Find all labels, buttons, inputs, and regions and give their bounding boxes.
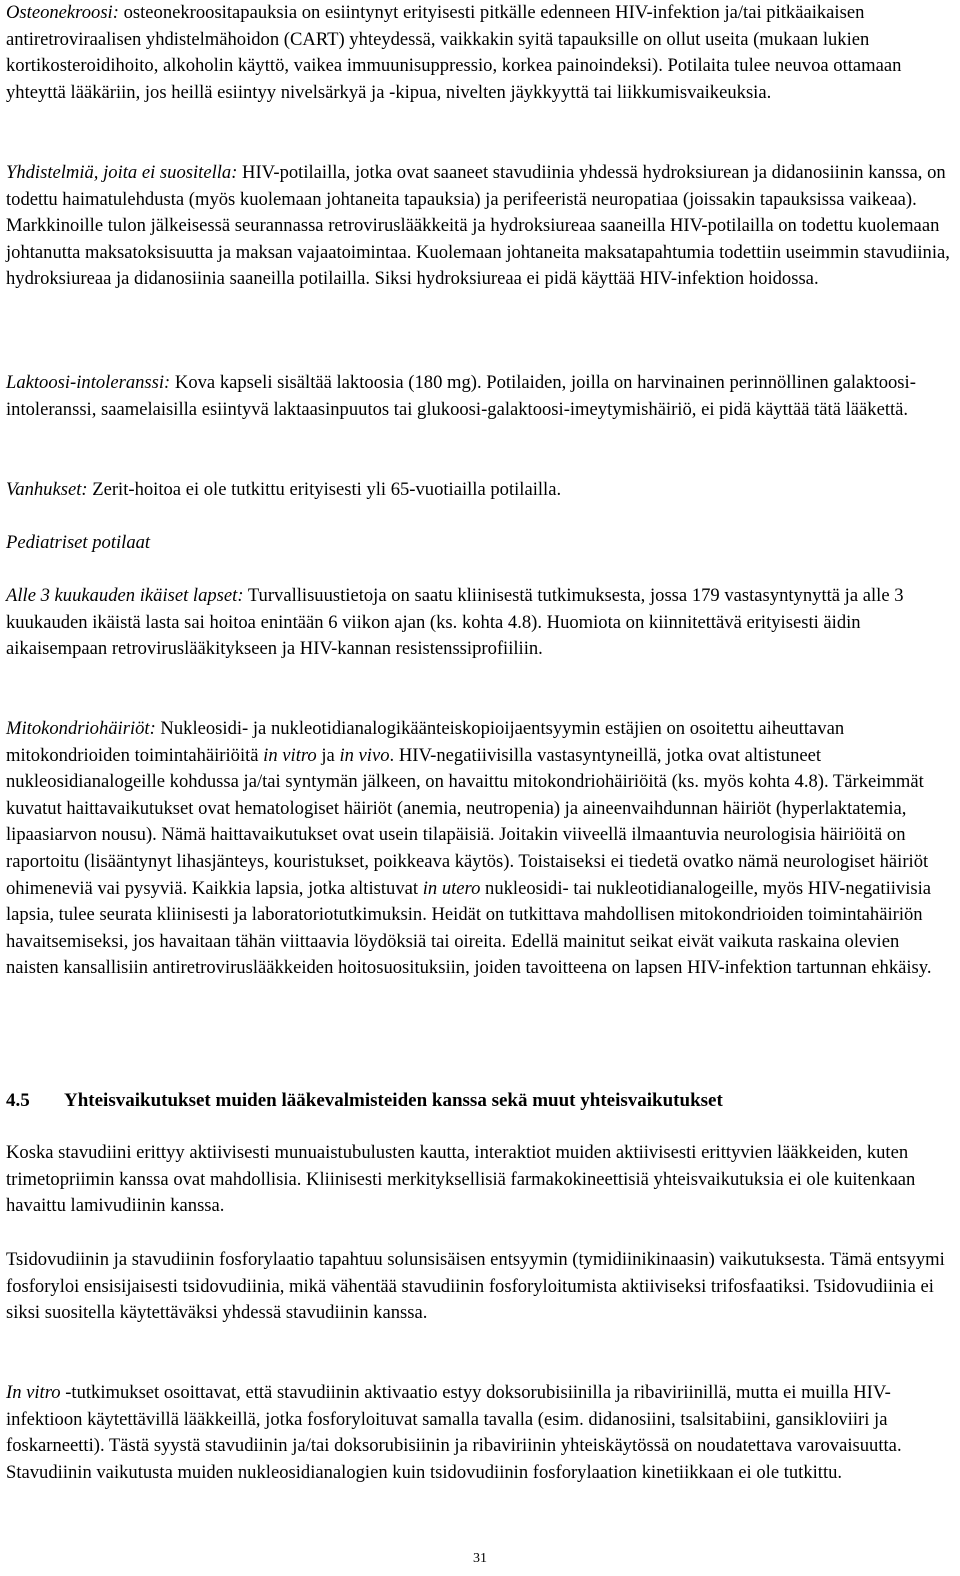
paragraph-pediatriset-heading: [6, 530, 956, 557]
paragraph-tsidovudiini: [6, 1247, 956, 1327]
paragraph-in-vitro: [6, 1380, 956, 1486]
italic-text-run: Vanhukset:: [6, 479, 88, 500]
text-run: nukleosidi- tai nukleotidianalogeille, myös HIV-negatiivisia lapsia, tulee seurata kliinisesti ja laboratoriotutkimuksin. Heidät on tutkittava mahdollisen mitokondrioiden toimintahäiriön havaitsemiseksi, jos havaitaan tähän viittaavia löydöksiä tai oireita. Edellä mainitut seikat eivät vaikuta raskaina olevien naisten kansallisiin antiretroviruslääkkeiden hoitosuosituksiin, joiden tavoitteena on lapsen HIV-infektion tartunnan ehkäisy.: [6, 877, 932, 979]
paragraph-yhdistelmia: [6, 160, 956, 293]
page-number: 31: [473, 1551, 487, 1566]
italic-text-run: In vitro: [6, 1382, 61, 1403]
text-run: Tsidovudiinin ja stavudiinin fosforylaatio tapahtuu solunsisäisen entsyymin (tymidiinikinaasin) vaikutuksesta. Tämä entsyymi fosforyloi ensisijaisesti tsidovudiinia, mikä vähentää stavudiinin fosforyloitumista aktiiviseksi trifosfaatiksi. Tsidovudiinia ei siksi suositella käytettäväksi yhdessä stavudiinin kanssa.: [6, 1249, 945, 1324]
text-run: -tutkimukset osoittavat, että stavudiinin aktivaatio estyy doksorubisiinilla ja ribaviriinillä, mutta ei muilla HIV-infektioon käytettävillä lääkkeillä, jotka fosforyloituvat samalla tavalla (esim. didanosiini, tsalsitabiini, gansikloviiri ja foskarneetti). Tästä syystä stavudiinin ja/tai doksorubisiinin ja ribaviriinin yhteiskäytössä on noudatettava varovaisuutta. Stavudiinin vaikutusta muiden nukleosidianalogien kuin tsidovudiinin fosforylaation kinetiikkaan ei ole tutkittu.: [6, 1382, 902, 1483]
text-run: Koska stavudiini erittyy aktiivisesti munuaistubulusten kautta, interaktiot muiden aktiivisesti erittyvien lääkkeiden, kuten trimetopriimin kanssa ovat mahdollisia. Kliinisesti merkityksellisiä farmakokineettisiä yhteisvaikutuksia ei ole kuitenkaan havaittu lamivudiinin kanssa.: [6, 1142, 916, 1217]
paragraph-laktoosi: [6, 370, 956, 423]
paragraph-alle-3-kk: [6, 583, 956, 663]
section-heading: [6, 1088, 956, 1115]
italic-text-run: Osteonekroosi:: [6, 2, 119, 23]
italic-text-run: Laktoosi-intoleranssi:: [6, 372, 171, 393]
text-run: Nukleosidi- ja nukleotidianalogikäänteiskopioijaentsyymin estäjien on osoitettu aiheuttavan mitokondrioiden toimintahäiriöitä: [6, 718, 845, 766]
italic-text-run: Yhdistelmiä, joita ei suositella:: [6, 162, 238, 183]
text-run: Zerit-hoitoa ei ole tutkittu erityisesti yli 65-vuotiailla potilailla.: [87, 479, 562, 500]
paragraph-mitokondriohairiot: [6, 716, 956, 982]
text-run: Turvallisuustietoja on saatu kliinisestä tutkimuksesta, jossa 179 vastasyntynyttä ja alle 3 kuukauden ikäistä lasta sai hoitoa enintään 6 viikon ajan (ks. kohta 4.8). Huomiota on kiinnitettävä erityisesti äidin aikaisempaan retroviruslääkitykseen ja HIV-kannan resistenssiprofiiliin.: [6, 585, 904, 660]
text-run: ja: [316, 744, 340, 766]
paragraph-munuaistubulus: [6, 1140, 956, 1220]
italic-text-run: in vitro: [263, 744, 317, 766]
section-title: Yhteisvaikutukset muiden lääkevalmisteiden kanssa sekä muut yhteisvaikutukset: [64, 1090, 723, 1111]
paragraph-osteonekroosi: [6, 0, 956, 106]
italic-text-run: Pediatriset potilaat: [6, 532, 151, 553]
italic-text-run: Mitokondriohäiriöt:: [6, 718, 156, 739]
text-run: osteonekroositapauksia on esiintynyt erityisesti pitkälle edenneen HIV-infektion ja/tai pitkäaikaisen antiretroviraalisen yhdistelmähoidon (CART) yhteydessä, vaikkakin syitä tapauksille on ollut useita (mukaan lukien kortikosteroidihoito, alkoholin käyttö, vaikea immuunisuppressio, korkea painoindeksi). Potilaita tulee neuvoa ottamaan yhteyttä lääkäriin, jos heillä esiintyy nivelsärkyä ja -kipua, nivelten jäykkyyttä tai liikkumisvaikeuksia.: [6, 2, 902, 103]
italic-text-run: in vivo: [339, 744, 390, 766]
italic-text-run: Alle 3 kuukauden ikäiset lapset:: [6, 585, 244, 606]
italic-text-run: in utero: [422, 877, 481, 899]
paragraph-vanhukset: [6, 477, 956, 504]
text-run: . HIV-negatiivisilla vastasyntyneillä, jotka ovat altistuneet nukleosidianalogeille kohdussa ja/tai syntymän jälkeen, on havaittu mitokondriohäiriöitä (ks. myös kohta 4.8). Tärkeimmät kuvatut haittavaikutukset ovat hematologiset häiriöt (anemia, neutropenia) ja aineenvaihdunnan häiriöt (hyperlaktatemia, lipaasiarvon nousu). Nämä haittavaikutukset ovat usein tilapäisiä. Joitakin viiveellä ilmaantuvia neurologisia häiriöitä on raportoitu (lisääntynyt lihasjänteys, kouristukset, poikkeava käytös). Toistaiseksi ei tiedetä ovatko nämä neurologiset häiriöt ohimeneviä vai pysyviä. Kaikkia lapsia, jotka altistuvat: [6, 744, 929, 899]
text-run: Kova kapseli sisältää laktoosia (180 mg). Potilaiden, joilla on harvinainen perinnöllinen galaktoosi-intoleranssi, saamelaisilla esiintyvä laktaasinpuutos tai glukoosi-galaktoosi-imeytymishäiriö, ei pidä käyttää tätä lääkettä.: [6, 372, 916, 420]
text-run: HIV-potilailla, jotka ovat saaneet stavudiinia yhdessä hydroksiurean ja didanosiinin kanssa, on todettu haimatulehdusta (myös kuolemaan johtaneita tapauksia) ja perifeeristä neuropatiaa (joissakin tapauksissa vaikeaa). Markkinoille tulon jälkeisessä seurannassa retroviruslääkkeitä ja hydroksiureaa saaneilla HIV-potilailla on todettu kuolemaan johtanutta maksatoksisuutta ja maksan vajaatoimintaa. Kuolemaan johtaneita maksatapahtumia todettiin useimmin stavudiinia, hydroksiureaa ja didanosiinia saaneilla potilailla. Siksi hydroksiureaa ei pidä käyttää HIV-infektion hoidossa.: [6, 162, 950, 290]
section-number: 4.5: [6, 1090, 30, 1111]
